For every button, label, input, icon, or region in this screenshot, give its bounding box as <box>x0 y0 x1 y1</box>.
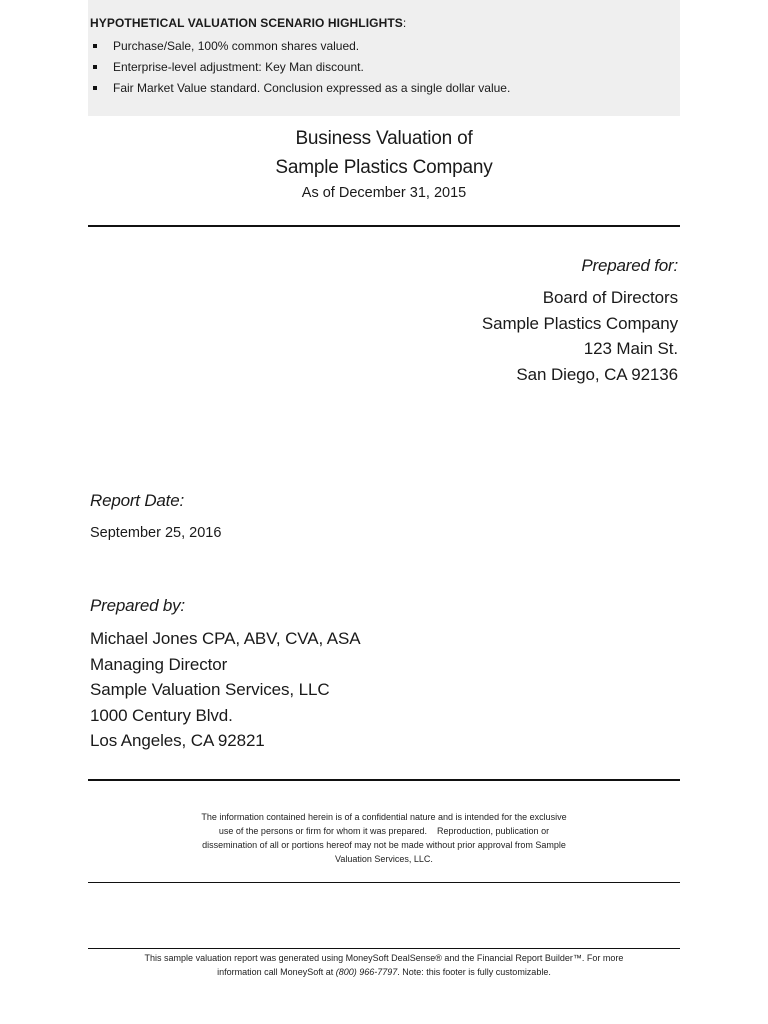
report-date-value: September 25, 2016 <box>90 525 222 541</box>
footer-line-2-start: information call MoneySoft at <box>217 967 336 977</box>
prepared-for-line: 123 Main St. <box>583 339 678 358</box>
highlights-heading <box>90 16 680 30</box>
prepared-by-address <box>90 626 361 754</box>
footer-line-1: This sample valuation report was generated using MoneySoft DealSense® and the Financial Report Builder™. For more <box>144 953 624 963</box>
title-line-1: Business Valuation of <box>295 128 473 149</box>
divider-middle <box>88 779 680 781</box>
divider-top <box>88 225 680 227</box>
prepared-by-heading: Prepared by: <box>90 596 185 615</box>
footer-divider <box>88 948 680 949</box>
footer-phone: (800) 966-7797 <box>335 967 398 977</box>
footer-line-2 <box>100 965 668 979</box>
report-date-heading: Report Date: <box>90 491 184 510</box>
report-title <box>88 124 680 204</box>
prepared-for-line: Board of Directors <box>542 288 678 307</box>
prepared-for-line: San Diego, CA 92136 <box>516 364 678 384</box>
prepared-by-line: Sample Valuation Services, LLC <box>90 680 330 699</box>
highlights-item: Fair Market Value standard. Conclusion expressed as a single dollar value. <box>90 78 680 99</box>
prepared-by-line: Managing Director <box>90 654 228 674</box>
highlights-item: Purchase/Sale, 100% common shares valued. <box>90 36 680 57</box>
prepared-for-heading: Prepared for: <box>581 256 678 275</box>
prepared-for-address <box>482 285 678 387</box>
highlights-list <box>90 36 680 99</box>
prepared-for-line: Sample Plastics Company <box>481 313 678 333</box>
page-footer <box>100 951 668 979</box>
prepared-for-section <box>482 254 678 387</box>
confidentiality-notice <box>168 810 600 866</box>
footer-line-2-end: . Note: this footer is fully customizable. <box>397 967 551 977</box>
valuation-date: As of December 31, 2015 <box>301 185 467 201</box>
confidentiality-line: dissemination of all or portions hereof may not be made without prior approval from Sample <box>202 840 566 850</box>
highlights-heading-colon: : <box>402 16 407 30</box>
title-line-2: Sample Plastics Company <box>275 157 493 178</box>
confidentiality-line: The information contained herein is of a confidential nature and is intended for the exclusive <box>201 812 567 822</box>
report-date-section <box>90 489 221 544</box>
highlights-item: Enterprise-level adjustment: Key Man discount. <box>90 57 680 78</box>
divider-bottom <box>88 882 680 883</box>
prepared-by-section <box>90 594 361 754</box>
confidentiality-line: use of the persons or firm for whom it was prepared. Reproduction, publication or <box>218 826 550 836</box>
highlights-heading-text: HYPOTHETICAL VALUATION SCENARIO HIGHLIGHTS <box>90 16 403 30</box>
confidentiality-line: Valuation Services, LLC. <box>335 854 433 864</box>
highlights-box <box>88 0 680 116</box>
prepared-by-line: 1000 Century Blvd. <box>90 705 233 725</box>
prepared-by-line: Los Angeles, CA 92821 <box>90 731 265 750</box>
prepared-by-line: Michael Jones CPA, ABV, CVA, ASA <box>90 629 361 648</box>
